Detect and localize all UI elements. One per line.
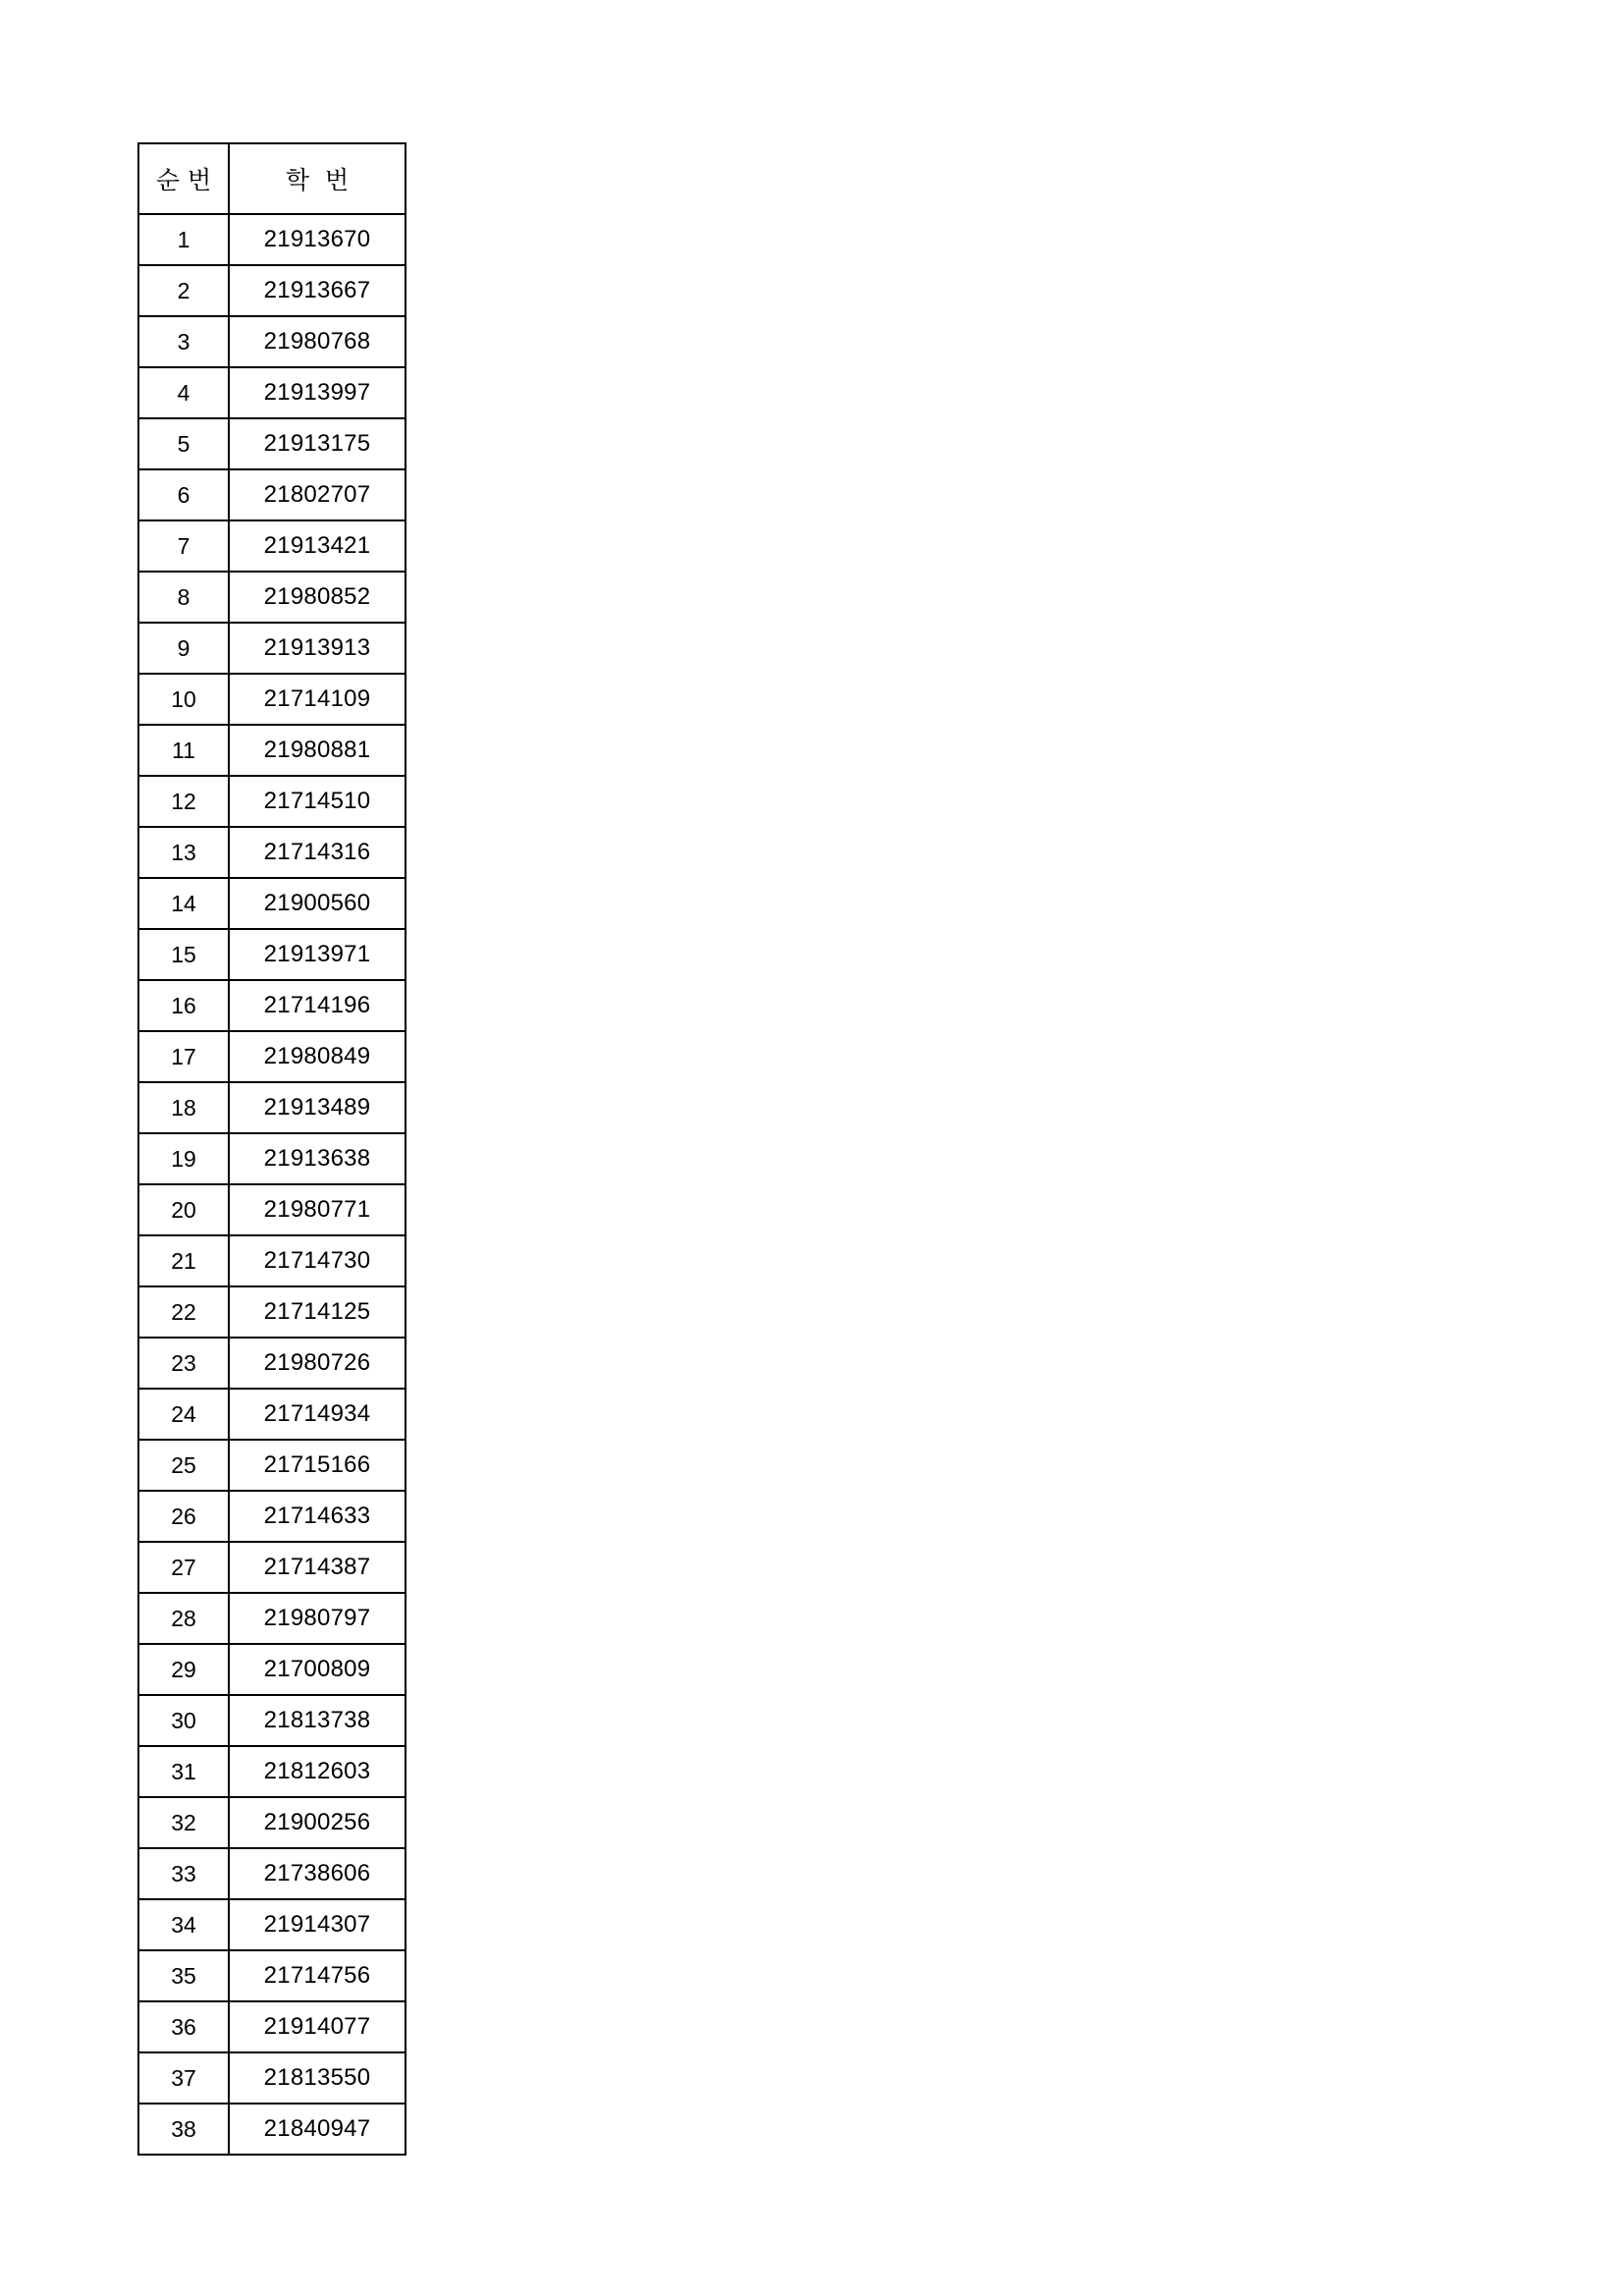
cell-student-id: 21980797 — [229, 1593, 406, 1644]
table-body — [138, 214, 406, 2155]
cell-sequence: 29 — [138, 1644, 229, 1695]
table-row — [138, 214, 406, 265]
cell-sequence: 36 — [138, 2001, 229, 2052]
cell-student-id: 21913638 — [229, 1133, 406, 1184]
cell-student-id: 21900560 — [229, 878, 406, 929]
cell-student-id: 21980881 — [229, 725, 406, 776]
cell-sequence: 31 — [138, 1746, 229, 1797]
cell-sequence: 30 — [138, 1695, 229, 1746]
cell-sequence: 13 — [138, 827, 229, 878]
cell-sequence: 15 — [138, 929, 229, 980]
table-row — [138, 1797, 406, 1848]
table-row — [138, 827, 406, 878]
cell-student-id: 21700809 — [229, 1644, 406, 1695]
table-row — [138, 929, 406, 980]
table-row — [138, 1082, 406, 1133]
table-row — [138, 2104, 406, 2155]
cell-sequence: 26 — [138, 1491, 229, 1542]
table-row — [138, 1695, 406, 1746]
table-row — [138, 1899, 406, 1950]
cell-sequence: 12 — [138, 776, 229, 827]
table-row — [138, 674, 406, 725]
table-row — [138, 1440, 406, 1491]
cell-student-id: 21714510 — [229, 776, 406, 827]
cell-sequence: 24 — [138, 1389, 229, 1440]
cell-sequence: 38 — [138, 2104, 229, 2155]
cell-student-id: 21714934 — [229, 1389, 406, 1440]
table-row — [138, 316, 406, 367]
cell-student-id: 21714196 — [229, 980, 406, 1031]
table-row — [138, 520, 406, 572]
table-row — [138, 1133, 406, 1184]
cell-student-id: 21913971 — [229, 929, 406, 980]
table-row — [138, 1389, 406, 1440]
cell-student-id: 21913421 — [229, 520, 406, 572]
table-row — [138, 1848, 406, 1899]
table-row — [138, 776, 406, 827]
table-row — [138, 1950, 406, 2001]
table-row — [138, 1184, 406, 1235]
table-row — [138, 265, 406, 316]
cell-student-id: 21913175 — [229, 418, 406, 469]
cell-student-id: 21913489 — [229, 1082, 406, 1133]
table-row — [138, 1746, 406, 1797]
cell-sequence: 23 — [138, 1338, 229, 1389]
cell-sequence: 25 — [138, 1440, 229, 1491]
cell-student-id: 21900256 — [229, 1797, 406, 1848]
cell-student-id: 21980849 — [229, 1031, 406, 1082]
roster-table — [137, 142, 406, 2156]
cell-sequence: 6 — [138, 469, 229, 520]
table-row — [138, 418, 406, 469]
cell-student-id: 21813738 — [229, 1695, 406, 1746]
cell-student-id: 21714633 — [229, 1491, 406, 1542]
cell-sequence: 19 — [138, 1133, 229, 1184]
table-row — [138, 980, 406, 1031]
table-header-row — [138, 143, 406, 214]
cell-student-id: 21715166 — [229, 1440, 406, 1491]
table-row — [138, 725, 406, 776]
cell-student-id: 21738606 — [229, 1848, 406, 1899]
cell-student-id: 21980852 — [229, 572, 406, 623]
cell-sequence: 16 — [138, 980, 229, 1031]
cell-sequence: 21 — [138, 1235, 229, 1286]
cell-student-id: 21913670 — [229, 214, 406, 265]
cell-sequence: 35 — [138, 1950, 229, 2001]
cell-student-id: 21913997 — [229, 367, 406, 418]
cell-sequence: 10 — [138, 674, 229, 725]
column-header-sequence: 순 번 — [138, 143, 229, 214]
cell-sequence: 4 — [138, 367, 229, 418]
cell-sequence: 11 — [138, 725, 229, 776]
cell-student-id: 21714756 — [229, 1950, 406, 2001]
table-row — [138, 1644, 406, 1695]
column-header-student-id: 학 번 — [229, 143, 406, 214]
cell-sequence: 20 — [138, 1184, 229, 1235]
cell-sequence: 9 — [138, 623, 229, 674]
cell-sequence: 34 — [138, 1899, 229, 1950]
cell-student-id: 21714730 — [229, 1235, 406, 1286]
cell-sequence: 3 — [138, 316, 229, 367]
table-row — [138, 2052, 406, 2104]
cell-sequence: 1 — [138, 214, 229, 265]
cell-sequence: 28 — [138, 1593, 229, 1644]
table-row — [138, 469, 406, 520]
cell-student-id: 21980771 — [229, 1184, 406, 1235]
cell-sequence: 32 — [138, 1797, 229, 1848]
cell-student-id: 21980726 — [229, 1338, 406, 1389]
cell-sequence: 7 — [138, 520, 229, 572]
cell-student-id: 21802707 — [229, 469, 406, 520]
cell-sequence: 5 — [138, 418, 229, 469]
cell-student-id: 21714125 — [229, 1286, 406, 1338]
cell-sequence: 14 — [138, 878, 229, 929]
cell-student-id: 21840947 — [229, 2104, 406, 2155]
cell-student-id: 21914077 — [229, 2001, 406, 2052]
cell-sequence: 33 — [138, 1848, 229, 1899]
table-row — [138, 572, 406, 623]
table-row — [138, 1338, 406, 1389]
cell-sequence: 2 — [138, 265, 229, 316]
cell-sequence: 37 — [138, 2052, 229, 2104]
table-row — [138, 1031, 406, 1082]
table-row — [138, 878, 406, 929]
cell-student-id: 21980768 — [229, 316, 406, 367]
table-row — [138, 2001, 406, 2052]
table-header — [138, 143, 406, 214]
table-row — [138, 623, 406, 674]
cell-student-id: 21812603 — [229, 1746, 406, 1797]
cell-sequence: 27 — [138, 1542, 229, 1593]
roster-table-container — [137, 142, 406, 2156]
cell-sequence: 18 — [138, 1082, 229, 1133]
cell-student-id: 21813550 — [229, 2052, 406, 2104]
cell-sequence: 8 — [138, 572, 229, 623]
cell-student-id: 21714316 — [229, 827, 406, 878]
cell-student-id: 21714387 — [229, 1542, 406, 1593]
cell-student-id: 21714109 — [229, 674, 406, 725]
table-row — [138, 1491, 406, 1542]
table-row — [138, 367, 406, 418]
table-row — [138, 1235, 406, 1286]
cell-student-id: 21913913 — [229, 623, 406, 674]
cell-student-id: 21914307 — [229, 1899, 406, 1950]
table-row — [138, 1286, 406, 1338]
table-row — [138, 1542, 406, 1593]
cell-sequence: 17 — [138, 1031, 229, 1082]
cell-sequence: 22 — [138, 1286, 229, 1338]
cell-student-id: 21913667 — [229, 265, 406, 316]
table-row — [138, 1593, 406, 1644]
